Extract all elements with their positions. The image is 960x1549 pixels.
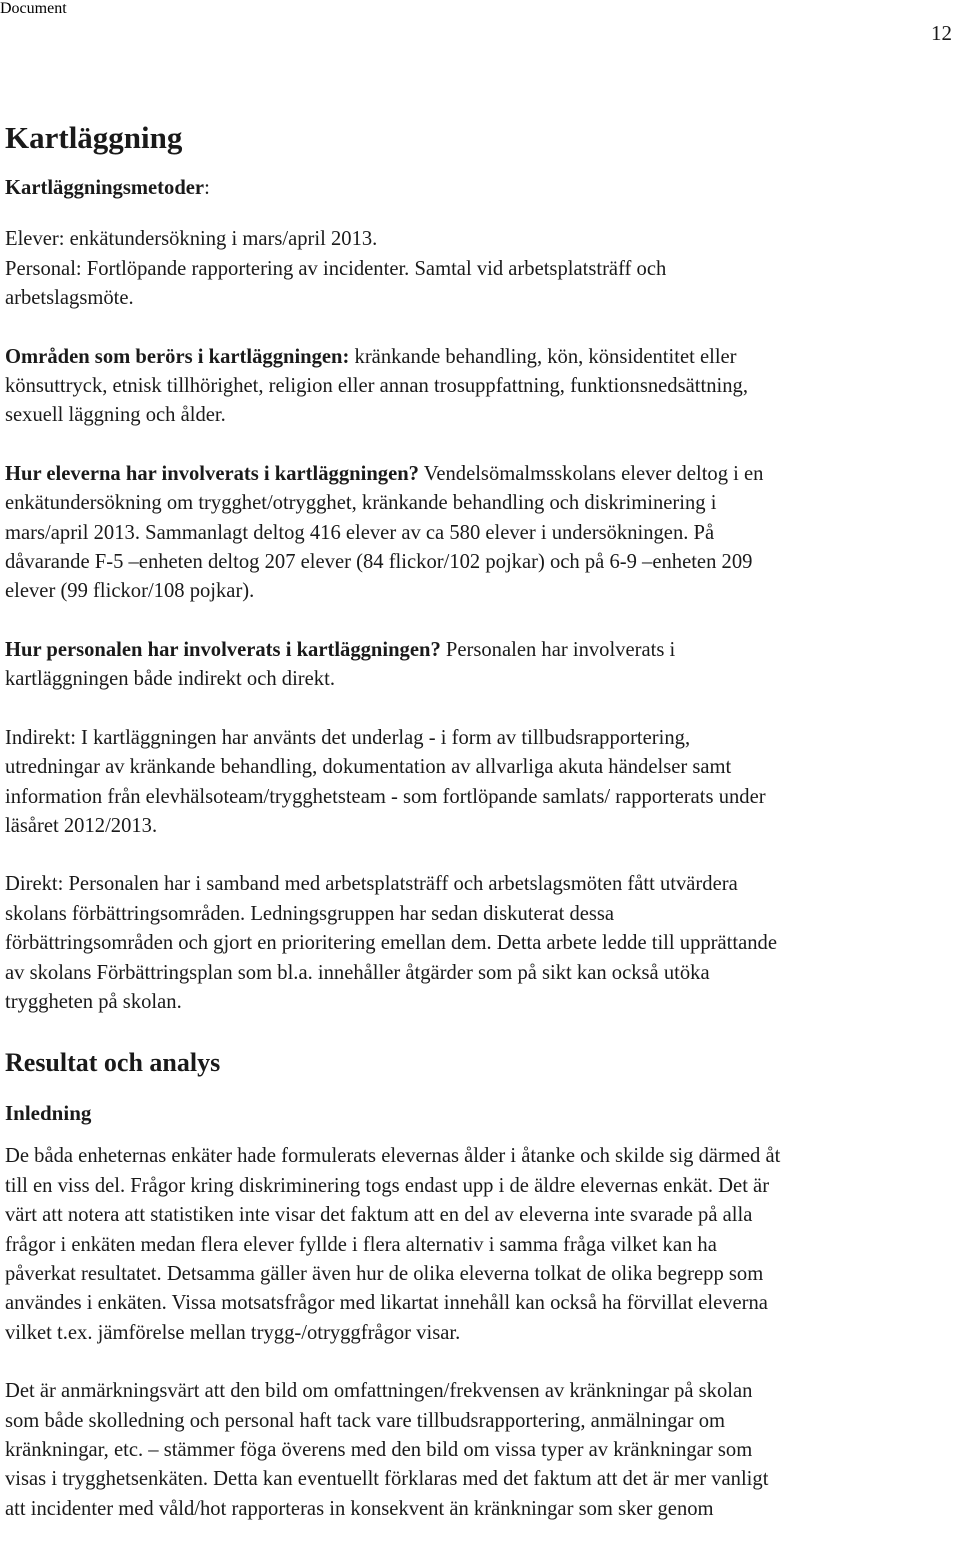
section-title-resultat: Resultat och analys: [5, 1048, 221, 1078]
staff-label: Hur personalen har involverats i kartläggningen?: [5, 638, 441, 661]
areas-label: Områden som berörs i kartläggningen:: [5, 345, 350, 368]
staff-paragraph: [5, 636, 960, 695]
document-page: [0, 18, 960, 1549]
staff-text: Personalen har involverats i kartläggningen både indirekt och direkt.: [5, 638, 676, 691]
page-number: 12: [931, 21, 952, 45]
direct-paragraph: Direkt: Personalen har i samband med arbetsplatsträff och arbetslagsmöten fått utvärdera skolans förbättringsområden. Ledningsgruppen har sedan diskuterat dessa förbättringsområden och gjort en prioritering emellan dem. Detta arbete ledde till upprättande av skolans Förbättringsplan som bl.a. innehåller åtgärder som på sikt kan också utöka tryggheten på skolan.: [5, 873, 777, 1013]
students-label: Hur eleverna har involverats i kartläggningen?: [5, 462, 419, 485]
students-text: Vendelsömalmsskolans elever deltog i en enkätundersökning om trygghet/otrygghet, kränkande behandling och diskriminering i mars/april 2013. Sammanlagt deltog 416 elever av ca 580 elever i undersökningen. På dåvarande F-5 –enheten deltog 207 elever (84 flickor/102 pojkar) och på 6-9 –enheten 209 elever (99 flickor/108 pojkar).: [5, 462, 764, 603]
indirect-paragraph: Indirekt: I kartläggningen har använts det underlag - i form av tillbudsrapportering, utredningar av kränkande behandling, dokumentation av allvarliga akuta händelser samt information från elevhälsoteam/trygghetsteam - som fortlöpande samlats/ rapporterats under läsåret 2012/2013.: [5, 726, 766, 837]
intro-paragraph-2: Det är anmärkningsvärt att den bild om omfattningen/frekvensen av kränkningar på skolan som både skolledning och personal haft tack vare tillbudsrapportering, anmälningar om kränkningar, etc. – stämmer föga överens med den bild om vissa typer av kränkningar som visas i trygghetsenkäten. Detta kan eventuellt förklaras med det faktum att det är mer vanligt att incidenter med våld/hot rapporteras in konsekvent än kränkningar som sker genom: [5, 1380, 769, 1520]
methods-heading-colon: :: [204, 177, 210, 199]
methods-heading: [5, 174, 960, 203]
methods-paragraph: Elever: enkätundersökning i mars/april 2013. Personal: Fortlöpande rapportering av incidenter. Samtal vid arbetsplatsträff och arbetslagsmöte.: [5, 228, 667, 310]
section-title-kartlaggning: Kartläggning: [5, 120, 183, 155]
students-paragraph: [5, 460, 960, 607]
methods-heading-text: Kartläggningsmetoder: [5, 177, 205, 199]
areas-text: kränkande behandling, kön, könsidentitet eller könsuttryck, etnisk tillhörighet, religion eller annan trosuppfattning, funktionsnedsättning, sexuell läggning och ålder.: [5, 345, 748, 427]
intro-paragraph-1: De båda enheternas enkäter hade formulerats elevernas ålder i åtanke och skilde sig därmed åt till en viss del. Frågor kring diskriminering togs endast upp i de äldre elevernas enkät. Det är värt att notera att statistiken inte visar det faktum att en del av eleverna inte svarade på alla frågor i enkäten medan flera elever fyllde i flera alternativ i samma fråga vilket kan ha påverkat resultatet. Detsamma gäller även hur de olika eleverna tolkat de olika begrepp som användes i enkäten. Vissa motsatsfrågor med likartat innehåll kan också ha förvillat eleverna vilket t.ex. jämförelse mellan trygg-/otryggfrågor visar.: [5, 1145, 781, 1344]
page-content: [5, 118, 960, 1549]
subsection-title-inledning: Inledning: [5, 1101, 92, 1126]
areas-paragraph: [5, 343, 960, 431]
